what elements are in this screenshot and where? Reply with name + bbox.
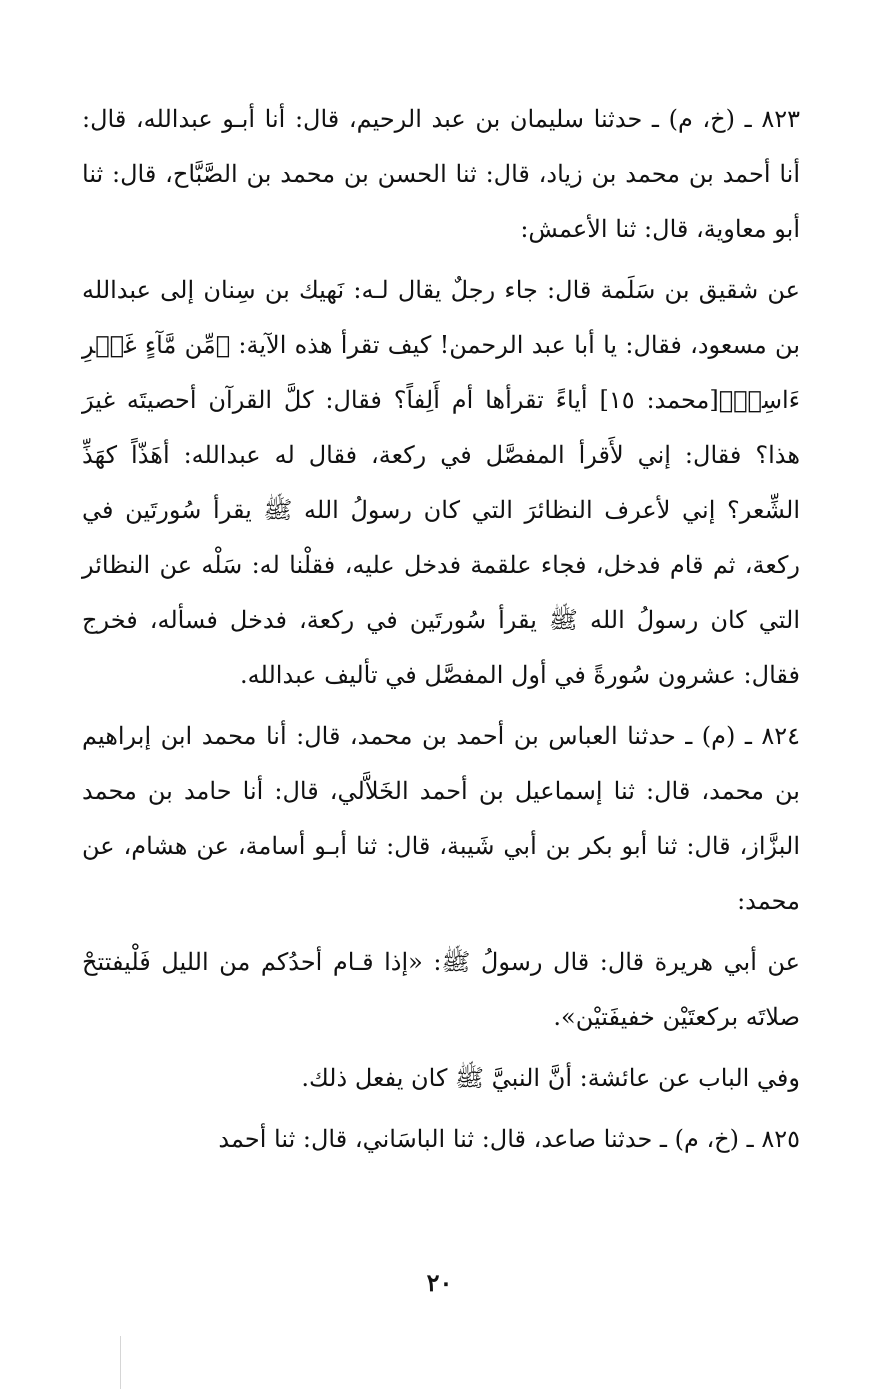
hadith-824-chain: ٨٢٤ ـ (م) ـ حدثنا العباس بن أحمد بن محمد، قال: أنا محمد ابن إبراهيم بن محمد، قال: ثنا إسماعيل بن أحمد الخَلاَّلي، قال: أنا حامد بن محمد البزَّاز، قال: ثنا أبو بكر بن أبي شَيبة، قال: ثنا أبـو أسامة، عن هشام، عن محمد: xyxy=(82,722,800,915)
hadith-824-note: وفي الباب عن عائشة: أنَّ النبيَّ ﷺ كان يفعل ذلك. xyxy=(301,1064,800,1092)
hadith-824-text: عن أبي هريرة قال: قال رسولُ ﷺ: «إذا قـام أحدُكم من الليل فَلْيفتتحْ صلاتَه بركعتَيْن خفيفَتيْن». xyxy=(82,948,800,1031)
hadith-825-chain: ٨٢٥ ـ (خ، م) ـ حدثنا صاعد، قال: ثنا الباسَاني، قال: ثنا أحمد xyxy=(218,1125,800,1153)
hadith-823-text: عن شقيق بن سَلَمة قال: جاء رجلٌ يقال لـه: نَهيك بن سِنان إلى عبدالله بن مسعود، فقال: يا أبا عبد الرحمن! كيف تقرأ هذه الآية: ﴿مِّن مَّآءٍ غَيۡرِ ءَاسِنٖ﴾[محمد: ١٥] أياءً تقرأها أم أَلِفاً؟ فقال: كلَّ القرآن أحصيتَه غيرَ هذا؟ فقال: إني لأَقرأ المفصَّل في ركعة، فقال له عبدالله: أهَذّاً كهَذِّ الشِّعر؟ إني لأعرف النظائرَ التي كان رسولُ الله ﷺ يقرأ سُورتَين في ركعة، ثم قام فدخل، فجاء علقمة فدخل عليه، فقلْنا له: سَلْه عن النظائر التي كان رسولُ الله ﷺ يقرأ سُورتَين في ركعة، فدخل فسأله، فخرج فقال: عشرون سُورةً في أول المفصَّل في تأليف عبدالله. xyxy=(82,276,801,689)
hadith-823-chain: ٨٢٣ ـ (خ، م) ـ حدثنا سليمان بن عبد الرحيم، قال: أنا أبـو عبدالله، قال: أنا أحمد بن محمد بن زياد، قال: ثنا الحسن بن محمد بن الصَّبَّاح، قال: ثنا أبو معاوية، قال: ثنا الأعمش: xyxy=(82,105,800,243)
scan-margin-line xyxy=(120,1336,121,1389)
page-number: ٢٠ xyxy=(426,1268,453,1297)
page-body-text xyxy=(82,92,800,1167)
